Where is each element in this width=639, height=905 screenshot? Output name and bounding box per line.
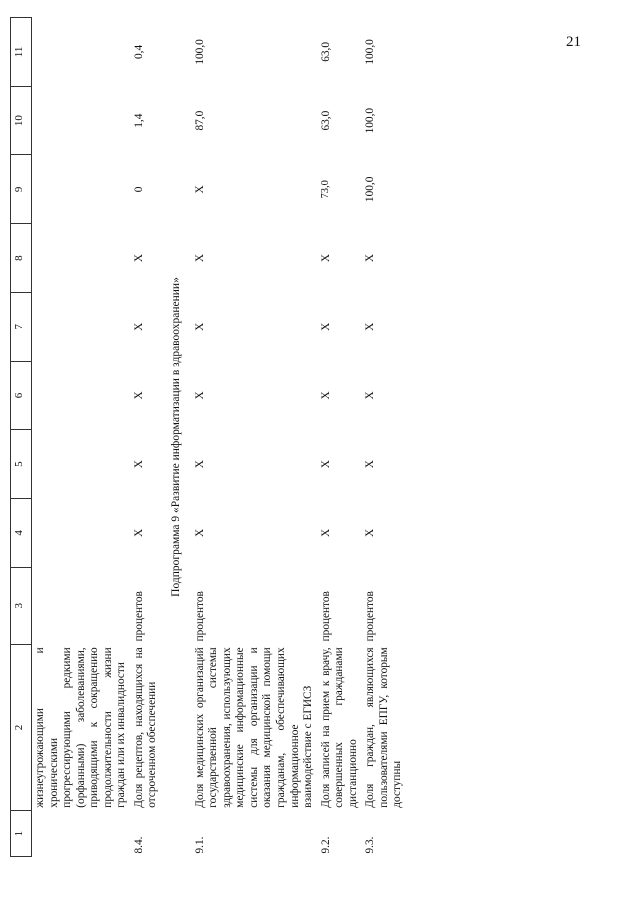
value-cell: Х [132, 322, 145, 331]
value-cell: Х [364, 322, 377, 331]
value-cell: 87,0 [193, 110, 206, 131]
unit-cell: процентов [364, 591, 377, 642]
value-cell: Х [193, 185, 206, 194]
column-number: 7 [11, 292, 32, 361]
value-cell [32, 361, 131, 430]
subprogram-heading: Подпрограмма 9 «Развитие информатизации в здравоохранении» [169, 277, 182, 597]
value-cell: 100,0 [193, 39, 206, 65]
rotated-table-container [10, 17, 515, 857]
page-number: 21 [566, 34, 581, 50]
value-cell: 100,0 [364, 107, 377, 134]
value-cell [32, 224, 131, 293]
indicator-description: Доля медицинских организаций государственной системы здравоохранения, использующих медицинские информационные системы для организации и оказания медицинской помощи гражданам, обеспечивающих информационное взаимодействие с ЕГИСЗ [193, 647, 315, 808]
value-cell [32, 499, 131, 568]
table-row [362, 18, 407, 857]
column-number: 2 [11, 644, 32, 810]
value-cell: Х [364, 391, 377, 400]
column-number: 9 [11, 155, 32, 224]
value-cell: Х [319, 460, 332, 469]
value-cell: Х [364, 253, 377, 263]
unit-cell: процентов [132, 591, 145, 642]
value-cell: Х [132, 528, 145, 537]
indicators-table [10, 17, 407, 857]
value-cell: 100,0 [364, 39, 377, 65]
unit-cell: процентов [319, 591, 332, 642]
value-cell: Х [364, 528, 377, 537]
column-number: 11 [11, 18, 32, 87]
column-number: 1 [11, 811, 32, 857]
value-cell: 100,0 [364, 176, 377, 203]
value-cell: 0,4 [132, 44, 145, 59]
value-cell: Х [193, 322, 206, 331]
value-cell: Х [319, 322, 332, 331]
column-number: 6 [11, 361, 32, 430]
indicator-description: жизнеугрожающими и хроническими прогрессирующими редкими (орфанными) заболеваниями, приводящими к сокращению продолжительности жизни граждан или их инвалидности [34, 647, 128, 808]
table-row [192, 18, 318, 857]
value-cell: Х [319, 391, 332, 400]
value-cell [32, 155, 131, 224]
unit-cell: процентов [193, 591, 206, 642]
unit-cell [32, 567, 131, 644]
column-number: 3 [11, 567, 32, 644]
table-row [131, 18, 162, 857]
row-number [32, 811, 131, 857]
row-number: 9.3. [364, 836, 377, 854]
table-row [32, 18, 131, 857]
value-cell [32, 292, 131, 361]
value-cell: Х [132, 253, 145, 263]
value-cell: 63,0 [319, 42, 332, 62]
value-cell: Х [132, 391, 145, 400]
value-cell: Х [319, 528, 332, 537]
row-number: 9.2. [319, 836, 332, 854]
value-cell: Х [193, 391, 206, 400]
value-cell [32, 86, 131, 155]
subprogram-heading-row [162, 18, 192, 857]
indicator-description: Доля записей на прием к врачу, совершенных гражданами дистанционно [319, 647, 359, 808]
value-cell: Х [193, 528, 206, 537]
column-number: 4 [11, 499, 32, 568]
indicator-description: Доля граждан, являющихся пользователями ЕПГУ, которым доступны [364, 647, 404, 808]
value-cell: 73,0 [319, 180, 331, 199]
indicator-description: Доля рецептов, находящихся на отсроченном обеспечении [132, 647, 159, 808]
column-number: 10 [11, 86, 32, 155]
value-cell: Х [193, 460, 206, 469]
value-cell: Х [364, 460, 377, 469]
table-row [318, 18, 363, 857]
value-cell: Х [132, 460, 145, 469]
column-number: 5 [11, 430, 32, 499]
value-cell: 0 [132, 186, 145, 193]
value-cell: 1,4 [132, 113, 145, 128]
row-number: 9.1. [193, 836, 206, 854]
value-cell: Х [319, 253, 332, 263]
value-cell: 63,0 [319, 110, 332, 131]
column-number: 8 [11, 224, 32, 293]
column-number-row [11, 18, 32, 857]
value-cell [32, 18, 131, 87]
value-cell: Х [193, 253, 206, 263]
value-cell [32, 430, 131, 499]
row-number: 8.4. [132, 836, 145, 854]
